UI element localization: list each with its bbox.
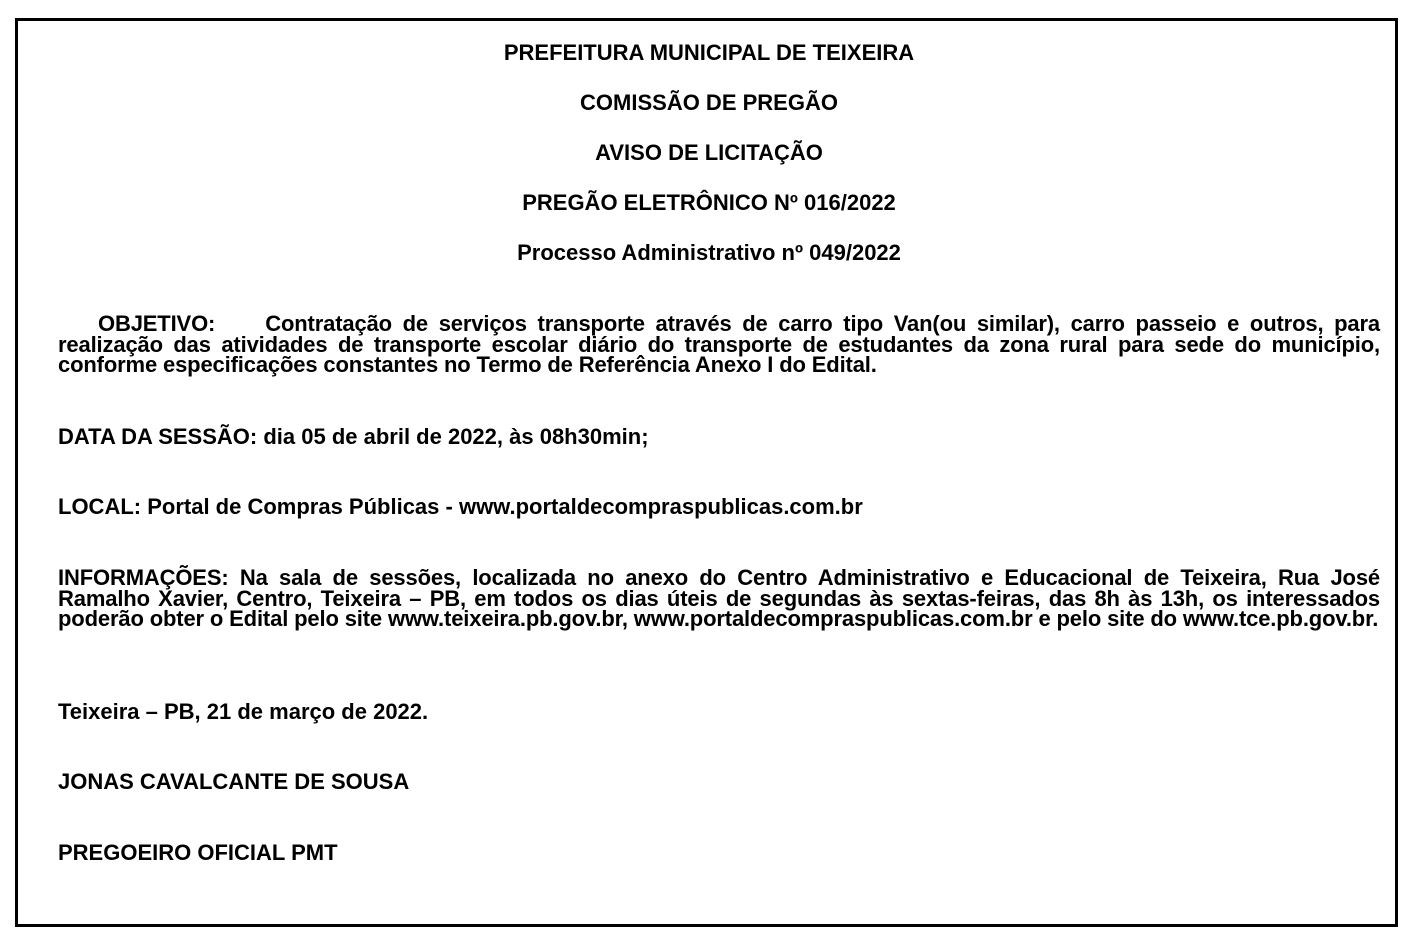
data-da-sessao: DATA DA SESSÃO: dia 05 de abril de 2022, às 08h30min; (58, 424, 649, 449)
signatory-name: JONAS CAVALCANTE DE SOUSA (58, 769, 410, 794)
objetivo-label: OBJETIVO: (98, 311, 216, 336)
date-location: Teixeira – PB, 21 de março de 2022. (58, 699, 429, 724)
objetivo-text: Contratação de serviços transporte através de carro tipo Van(ou similar), carro passeio e outros, para realização das atividades de transporte escolar diário do transporte de estudantes da zona rural para sede do município, conforme especificações constantes no Termo de Referência Anexo I do Edital. (58, 311, 1380, 377)
header-comissao: COMISSÃO DE PREGÃO (580, 90, 838, 115)
header-processo: Processo Administrativo nº 049/2022 (517, 240, 901, 265)
local: LOCAL: Portal de Compras Públicas - www.portaldecompraspublicas.com.br (58, 494, 863, 519)
header-aviso: AVISO DE LICITAÇÃO (595, 140, 823, 165)
objetivo-paragraph (58, 311, 1380, 377)
informacoes-paragraph: INFORMAÇÕES: Na sala de sessões, localizada no anexo do Centro Administrativo e Educacional de Teixeira, Rua José Ramalho Xavier, Centro, Teixeira – PB, em todos os dias úteis de segundas às sextas-feiras, das 8h às 13h, os interessados poderão obter o Edital pelo site www.teixeira.pb.gov.br, www.portaldecompraspublicas.com.br e pelo site do www.tce.pb.gov.br. (58, 565, 1380, 631)
header-pregao: PREGÃO ELETRÔNICO Nº 016/2022 (522, 190, 896, 215)
header-prefeitura: PREFEITURA MUNICIPAL DE TEIXEIRA (503, 40, 915, 65)
signatory-role: PREGOEIRO OFICIAL PMT (58, 840, 338, 865)
